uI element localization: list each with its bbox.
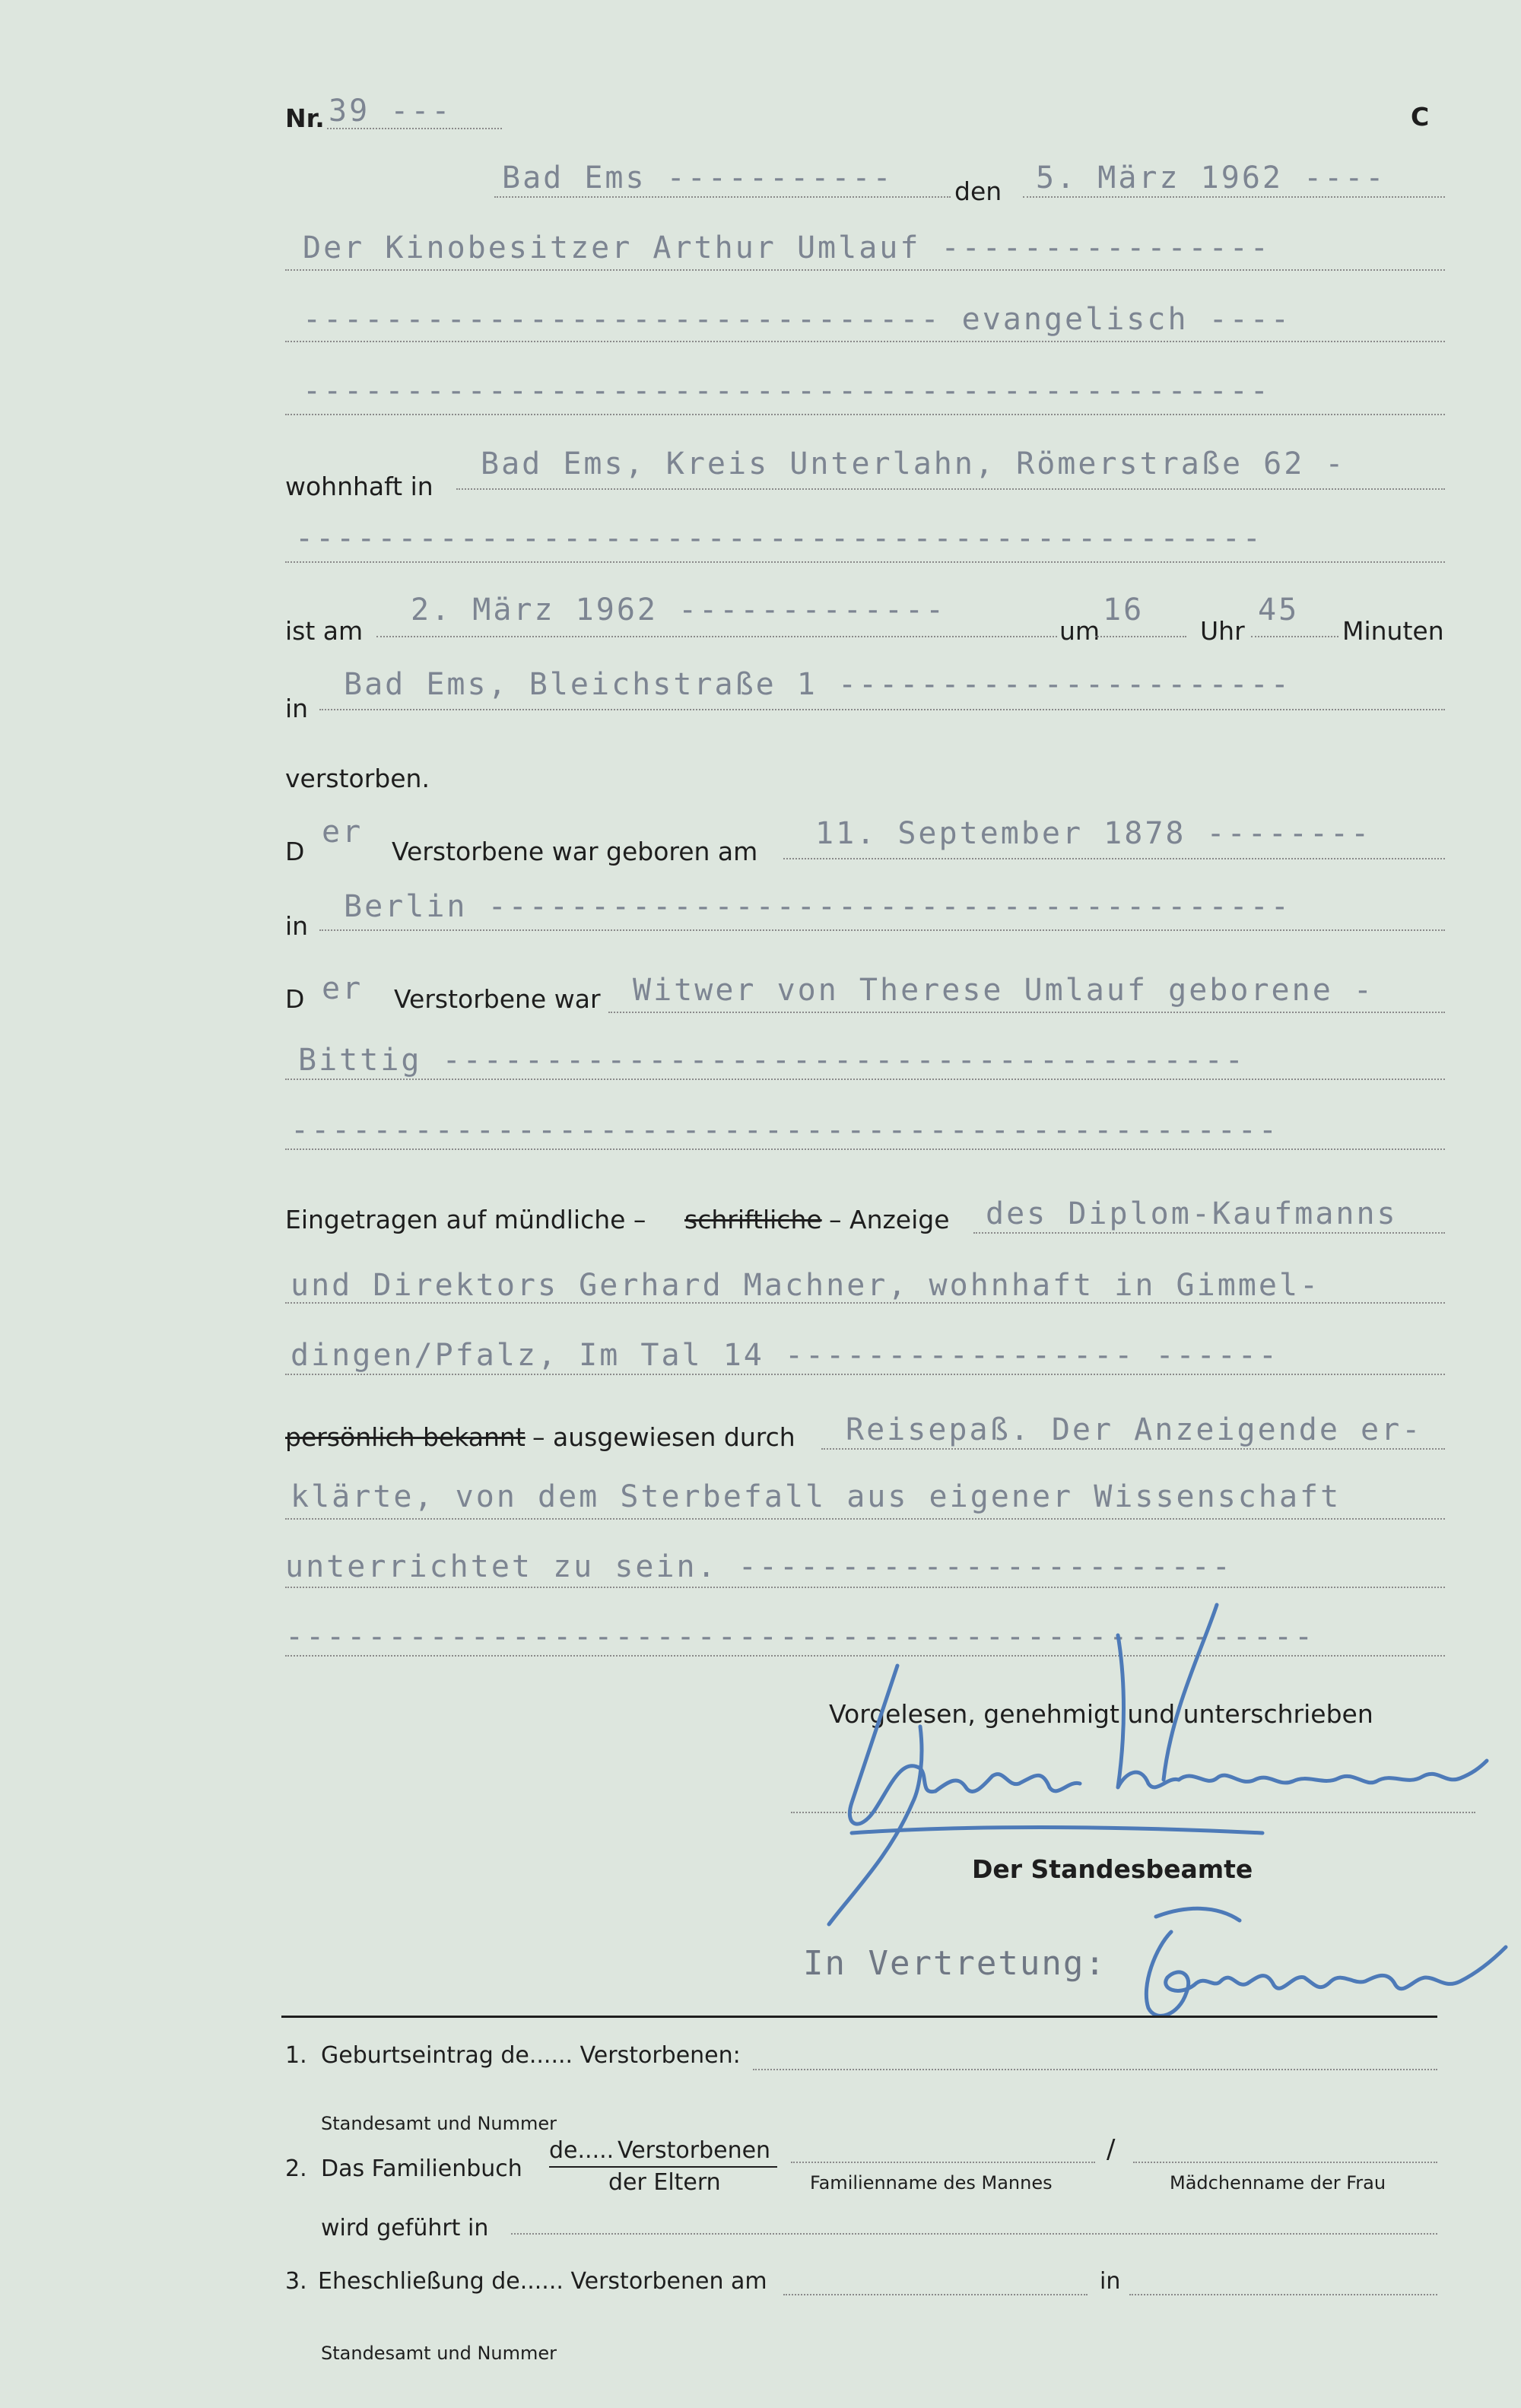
person-line-1: Der Kinobesitzer Arthur Umlauf ---------------- [303,230,1271,265]
registrar-signature [1126,1901,1521,2038]
item2-verstorbenen: Verstorbenen [618,2137,771,2164]
item2-number: 2. [285,2155,307,2182]
death-place: Bad Ems, Bleichstraße 1 ---------------------- [344,667,1291,702]
report-line-5: klärte, von dem Sterbefall aus eigener Wissenschaft [291,1479,1342,1514]
nr-value: 39 --- [329,94,452,129]
marital-d-label: D [285,984,305,1014]
ist-am-label: ist am [285,616,364,646]
um-label: um [1059,616,1100,646]
birth-d-suffix: er [322,815,364,850]
birth-in-label: in [285,911,309,941]
verstorben-label: verstorben. [285,764,430,793]
death-in-label: in [285,694,309,723]
report-line-3: dingen/Pfalz, Im Tal 14 ----------------- ------ [291,1338,1279,1373]
item2-label: Das Familienbuch [321,2155,522,2182]
nr-rule [327,128,502,129]
place-of-registration: Bad Ems ----------- [502,160,894,195]
registration-date: 5. März 1962 ---- [1036,160,1386,195]
corner-letter: C [1411,102,1430,132]
wohnhaft-label: wohnhaft in [285,472,433,501]
marital-d-suffix: er [322,971,364,1006]
birth-d-label: D [285,837,305,866]
item3-in: in [1100,2268,1121,2295]
birth-place: Berlin --------------------------------------- [344,889,1291,924]
standesbeamte-label: Der Standesbeamte [972,1854,1253,1884]
anzeige-label: – Anzeige [829,1205,950,1234]
persoenlich-bekannt-struck: persönlich bekannt [285,1422,526,1452]
person-line-3: ----------------------------------------------- [303,373,1271,408]
standesamt-1-label: Standesamt und Nummer [321,2113,557,2134]
eingetragen-label: Eingetragen auf mündliche – [285,1205,646,1234]
uhr-label: Uhr [1200,616,1245,646]
birth-label: Verstorbene war geboren am [392,837,758,866]
item1-label: Geburtseintrag de...... Verstorbenen: [321,2042,741,2069]
person-line-2: ------------------------------- evangelisch ---- [303,302,1291,337]
death-hour: 16 [1103,592,1145,627]
death-date: 2. März 1962 ------------- [411,592,947,627]
den-label: den [954,176,1002,206]
report-line-2: und Direktors Gerhard Machner, wohnhaft in Gimmel- [291,1268,1321,1303]
report-line-7: -------------------------------------------------- [285,1619,1316,1654]
item3-number: 3. [285,2268,307,2295]
ausgewiesen-label: – ausgewiesen durch [532,1422,795,1452]
vorgelesen-label: Vorgelesen, genehmigt und unterschrieben [829,1699,1373,1729]
schriftliche-struck: schriftliche [684,1205,822,1234]
item3-label: Eheschließung de...... Verstorbenen am [318,2268,767,2295]
wird-gefuehrt-label: wird geführt in [321,2215,489,2241]
slash-separator: / [1107,2134,1116,2165]
marital-line-3: ------------------------------------------------ [291,1113,1279,1148]
residence-line-1: Bad Ems, Kreis Unterlahn, Römerstraße 62 - [481,446,1346,481]
familienname-label: Familienname des Mannes [810,2172,1053,2194]
item1-number: 1. [285,2042,307,2069]
marital-label: Verstorbene war [394,984,601,1014]
report-line-6: unterrichtet zu sein. ------------------------ [285,1549,1233,1584]
standesamt-3-label: Standesamt und Nummer [321,2343,557,2364]
item2-eltern: der Eltern [608,2169,721,2196]
death-minutes: 45 [1258,592,1300,627]
vertretung-label: In Vertretung: [803,1944,1107,1983]
minuten-label: Minuten [1342,616,1444,646]
birth-date: 11. September 1878 -------- [815,816,1372,851]
residence-line-2: ----------------------------------------------- [295,521,1263,556]
nr-label: Nr. [285,103,325,133]
item2-de: de..... [549,2137,614,2164]
maedchenname-label: Mädchenname der Frau [1170,2172,1386,2194]
marital-line-1: Witwer von Therese Umlauf geborene - [633,973,1374,1008]
separator-line [281,2016,1437,2018]
report-line-4: Reisepaß. Der Anzeigende er- [846,1412,1423,1447]
marital-line-2: Bittig --------------------------------------- [298,1043,1246,1078]
report-line-1: des Diplom-Kaufmanns [986,1196,1398,1231]
